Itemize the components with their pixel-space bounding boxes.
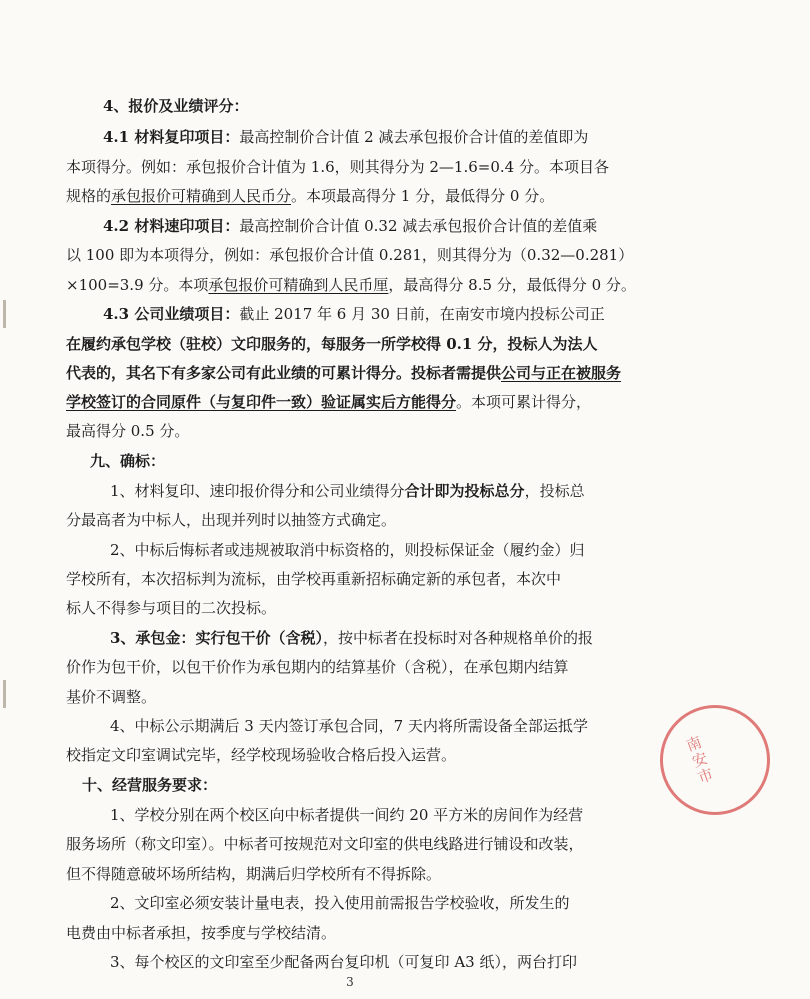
section-9-item-2-line-2: 学校所有，本次招标判为流标，由学校再重新招标确定新的承包者，本次中 <box>66 570 562 588</box>
scan-edge-mark <box>3 680 6 708</box>
para-4-3-line-1: 4.3 公司业绩项目：截止 2017 年 6 月 30 日前，在南安市境内投标公司正 <box>103 305 605 323</box>
section-9-item-1-line-2: 分最高者为中标人，出现并列时以抽签方式确定。 <box>66 511 397 529</box>
para-4-3-line-5: 最高得分 0.5 分。 <box>66 422 190 440</box>
section-9-heading: 九、确标： <box>90 452 166 470</box>
section-9-item-2-line-3: 标人不得参与项目的二次投标。 <box>66 599 277 617</box>
section-9-item-2-line-1: 2、中标后悔标者或违规被取消中标资格的，则投标保证金（履约金）归 <box>110 541 585 559</box>
heading-4: 4、报价及业绩评分： <box>103 97 249 115</box>
section-9-item-1-line-1: 1、材料复印、速印报价得分和公司业绩得分合计即为投标总分，投标总 <box>110 482 585 500</box>
section-10-item-1-line-3: 但不得随意破坏场所结构，期满后归学校所有不得拆除。 <box>66 865 442 883</box>
scan-edge-mark <box>3 300 6 328</box>
para-4-2-line-1: 4.2 材料速印项目：最高控制价合计值 0.32 减去承包报价合计值的差值乘 <box>103 217 598 235</box>
section-10-item-1-line-1: 1、学校分别在两个校区向中标者提供一间约 20 平方米的房间作为经营 <box>110 806 584 824</box>
para-4-1-line-1: 4.1 材料复印项目：最高控制价合计值 2 减去承包报价合计值的差值即为 <box>103 128 589 146</box>
section-10-item-2-line-1: 2、文印室必须安装计量电表，投入使用前需报告学校验收，所发生的 <box>110 894 570 912</box>
page-number: 3 <box>346 975 354 989</box>
section-9-item-3-line-1: 3、承包金：实行包干价（含税），按中标者在投标时对各种规格单价的报 <box>110 629 593 647</box>
section-10-item-2-line-2: 电费由中标者承担，按季度与学校结清。 <box>66 924 337 942</box>
para-4-1-line-3: 规格的承包报价可精确到人民币分。本项最高得分 1 分，最低得分 0 分。 <box>66 187 555 205</box>
para-4-3-line-2: 在履约承包学校（驻校）文印服务的，每服务一所学校得 0.1 分，投标人为法人 <box>66 335 598 353</box>
section-9-item-3-line-2: 价作为包干价，以包干价作为承包期内的结算基价（含税），在承包期内结算 <box>66 658 569 676</box>
section-9-item-3-line-3: 基价不调整。 <box>66 688 157 706</box>
section-10-heading: 十、经营服务要求： <box>82 776 218 794</box>
para-4-3-line-3: 代表的，其名下有多家公司有此业绩的可累计得分。投标者需提供公司与正在被服务 <box>66 364 622 382</box>
para-4-2-line-3: ×100=3.9 分。本项承包报价可精确到人民币厘，最高得分 8.5 分，最低得分 0 分。 <box>66 276 636 294</box>
section-10-item-3-line-1: 3、每个校区的文印室至少配备两台复印机（可复印 A3 纸），两台打印 <box>110 953 577 971</box>
seal-text: 南安市 <box>682 733 717 788</box>
section-9-item-4-line-1: 4、中标公示期满后 3 天内签订承包合同，7 天内将所需设备全部运抵学 <box>110 717 588 735</box>
section-9-item-4-line-2: 校指定文印室调试完毕，经学校现场验收合格后投入运营。 <box>66 746 457 764</box>
section-10-item-1-line-2: 服务场所（称文印室）。中标者可按规范对文印室的供电线路进行铺设和改装， <box>66 835 584 853</box>
para-4-1-line-2: 本项得分。例如：承包报价合计值为 1.6，则其得分为 2—1.6=0.4 分。本项目各 <box>66 158 609 176</box>
official-seal-stamp <box>660 705 770 815</box>
para-4-2-line-2: 以 100 即为本项得分，例如：承包报价合计值 0.281，则其得分为（0.32—0.281） <box>66 246 634 264</box>
para-4-3-line-4: 学校签订的合同原件（与复印件一致）验证属实后方能得分。本项可累计得分， <box>66 393 592 411</box>
